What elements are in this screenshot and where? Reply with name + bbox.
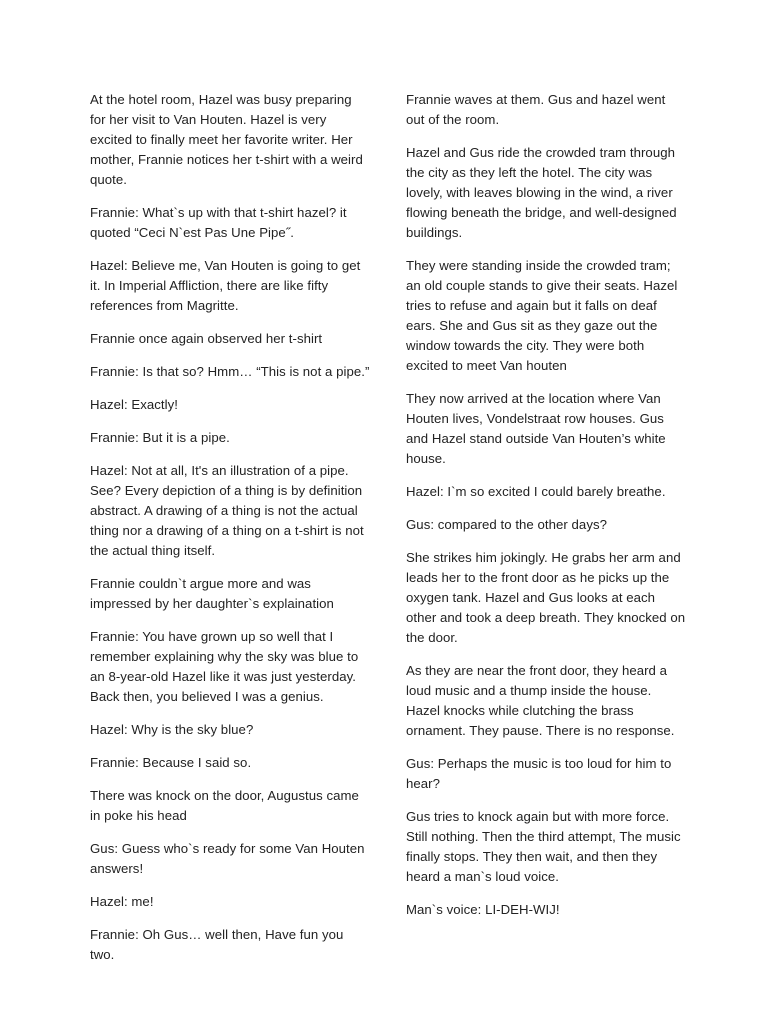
- left-column: [90, 90, 370, 978]
- paragraph: Frannie: Oh Gus… well then, Have fun you two.: [90, 927, 344, 962]
- paragraph: They were standing inside the crowded tram; an old couple stands to give their seats. Hazel tries to refuse and again but it falls on deaf ears. She and Gus sit as they gaze out the window towards the city. They were both excited to meet Van houten: [406, 258, 678, 373]
- paragraph: Gus: Perhaps the music is too loud for him to hear?: [406, 756, 672, 791]
- right-column: [406, 90, 686, 933]
- paragraph: Man`s voice: LI-DEH-WIJ!: [406, 902, 560, 917]
- paragraph: Frannie: But it is a pipe.: [90, 430, 230, 445]
- paragraph: Frannie: What`s up with that t-shirt hazel? it quoted “Ceci N`est Pas Une Pipe˝.: [90, 205, 347, 240]
- paragraph: Frannie: Because I said so.: [90, 755, 252, 770]
- paragraph: Frannie once again observed her t-shirt: [90, 331, 323, 346]
- paragraph: Gus tries to knock again but with more force. Still nothing. Then the third attempt, The music finally stops. They then wait, and then they heard a man`s loud voice.: [406, 809, 681, 884]
- paragraph: She strikes him jokingly. He grabs her arm and leads her to the front door as he picks up the oxygen tank. Hazel and Gus looks at each other and took a deep breath. They knocked on the door.: [406, 550, 686, 645]
- paragraph: Hazel: Believe me, Van Houten is going to get it. In Imperial Affliction, there are like fifty references from Magritte.: [90, 258, 361, 313]
- paragraph: Gus: Guess who`s ready for some Van Houten answers!: [90, 841, 365, 876]
- paragraph: They now arrived at the location where Van Houten lives, Vondelstraat row houses. Gus and Hazel stand outside Van Houten’s white house.: [406, 391, 666, 466]
- paragraph: At the hotel room, Hazel was busy preparing for her visit to Van Houten. Hazel is very excited to finally meet her favorite writer. Her mother, Frannie notices her t-shirt with a weird quote.: [90, 92, 363, 187]
- paragraph: Hazel and Gus ride the crowded tram through the city as they left the hotel. The city was lovely, with leaves blowing in the wind, a river flowing beneath the bridge, and well-designed buildings.: [406, 145, 677, 240]
- paragraph: Frannie waves at them. Gus and hazel went out of the room.: [406, 92, 666, 127]
- paragraph: Hazel: Exactly!: [90, 397, 178, 412]
- paragraph: Frannie couldn`t argue more and was impressed by her daughter`s explaination: [90, 576, 334, 611]
- paragraph: Hazel: Why is the sky blue?: [90, 722, 254, 737]
- paragraph: As they are near the front door, they heard a loud music and a thump inside the house. Hazel knocks while clutching the brass ornament. They pause. There is no response.: [406, 663, 675, 738]
- paragraph: Hazel: I`m so excited I could barely breathe.: [406, 484, 666, 499]
- paragraph: Frannie: You have grown up so well that I remember explaining why the sky was blue to an 8-year-old Hazel like it was just yesterday. Back then, you believed I was a genius.: [90, 629, 359, 704]
- paragraph: Hazel: Not at all, It's an illustration of a pipe. See? Every depiction of a thing is by definition abstract. A drawing of a thing is not the actual thing nor a drawing of a thing on a t-shirt is not the actual thing itself.: [90, 463, 364, 558]
- paragraph: Gus: compared to the other days?: [406, 517, 607, 532]
- paragraph: Hazel: me!: [90, 894, 154, 909]
- paragraph: Frannie: Is that so? Hmm… “This is not a pipe.”: [90, 364, 370, 379]
- paragraph: There was knock on the door, Augustus came in poke his head: [90, 788, 359, 823]
